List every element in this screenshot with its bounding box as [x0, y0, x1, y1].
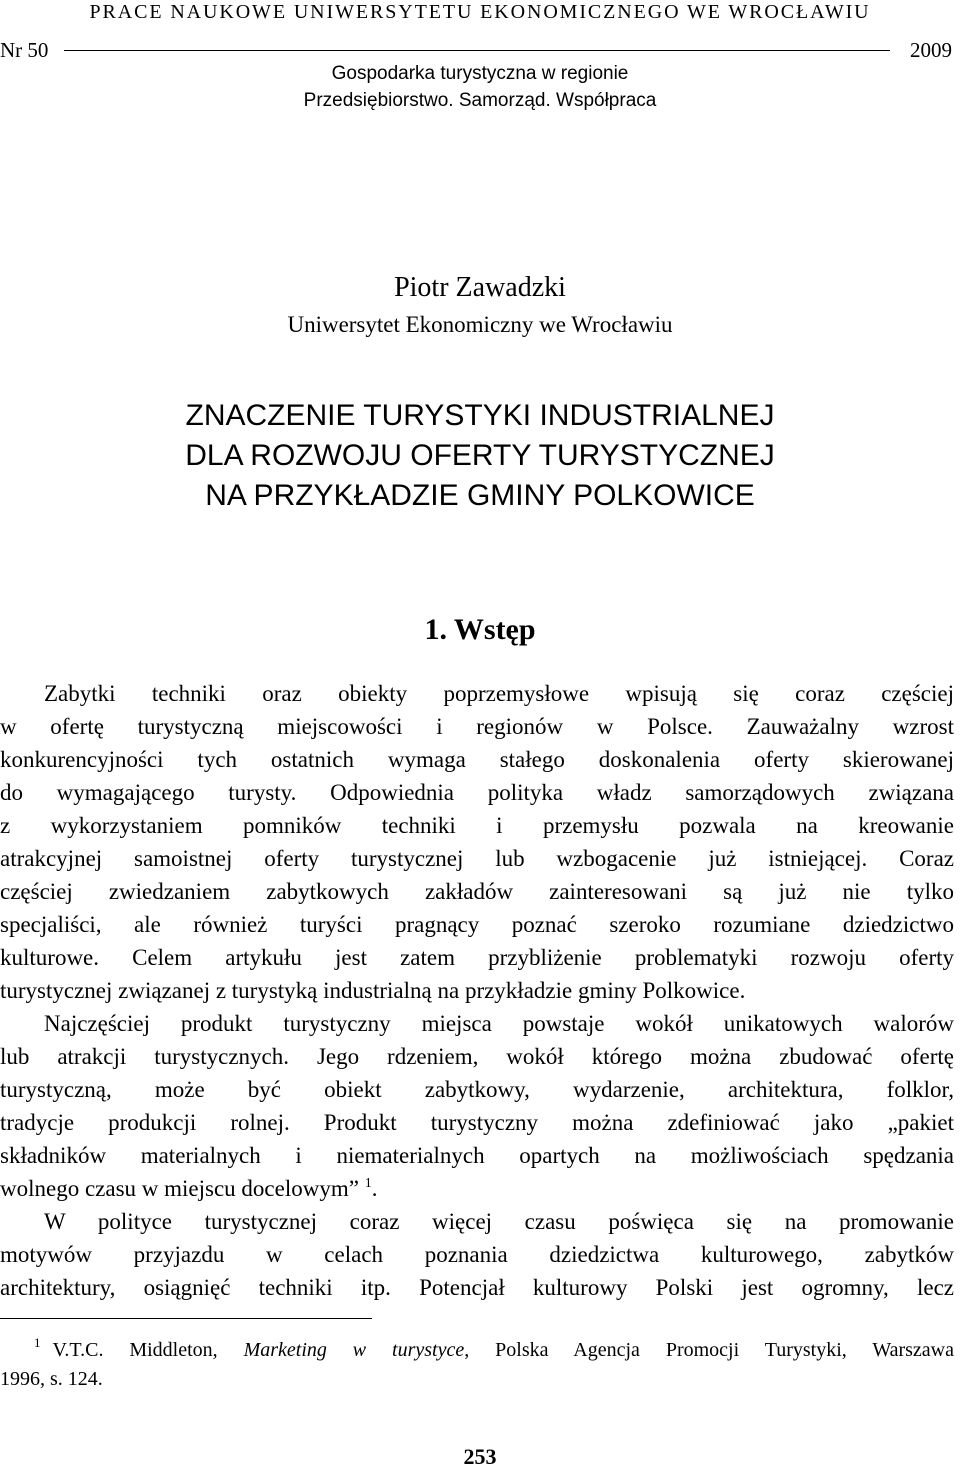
body-line: z wykorzystaniem pomników techniki i przemysłu pozwala na kreowanie	[0, 813, 954, 838]
body-line: w ofertę turystyczną miejscowości i regionów w Polsce. Zauważalny wzrost	[0, 714, 954, 739]
footnote-line	[0, 1337, 954, 1365]
article-title-line: DLA ROZWOJU OFERTY TURYSTYCZNEJ	[185, 439, 775, 472]
volume-title: Gospodarka turystyczna w regionie	[331, 63, 629, 84]
issue-year: 2009	[910, 38, 952, 62]
body-line: atrakcyjnej samoistnej oferty turystycznej lub wzbogacenie już istniejącej. Coraz	[0, 846, 954, 871]
body-line: motywów przyjazdu w celach poznania dziedzictwa kulturowego, zabytków	[0, 1242, 954, 1267]
body-line-text: wolnego czasu w miejscu docelowym”	[0, 1176, 359, 1201]
body-line: Najczęściej produkt turystyczny miejsca powstaje wokół unikatowych walorów	[44, 1011, 954, 1036]
footnote-line: 1996, s. 124.	[0, 1368, 103, 1390]
footnote-marker: 1	[34, 1335, 41, 1350]
footnote-publisher: , Polska Agencja Promocji Turystyki, Warszawa	[464, 1339, 954, 1361]
article-title-line: ZNACZENIE TURYSTYKI INDUSTRIALNEJ	[185, 399, 775, 432]
footnote-author: V.T.C. Middleton,	[52, 1339, 218, 1361]
body-line-with-footnote	[0, 1174, 954, 1208]
header-rule	[64, 50, 890, 51]
body-line: architektury, osiągnięć techniki itp. Potencjał kulturowy Polski jest ogromny, lecz	[0, 1275, 954, 1300]
body-line: lub atrakcji turystycznych. Jego rdzeniem, wokół którego można zbudować ofertę	[0, 1044, 954, 1069]
footnote-rule	[0, 1318, 372, 1319]
body-line: specjaliści, ale również turyści pragnący poznać szeroko rozumiane dziedzictwo	[0, 912, 954, 937]
body-line: kulturowe. Celem artykułu jest zatem przybliżenie problematyki rozwoju oferty	[0, 945, 954, 970]
issue-number: Nr 50	[0, 38, 49, 62]
article-title-line: NA PRZYKŁADZIE GMINY POLKOWICE	[205, 479, 755, 512]
body-line: tradycje produkcji rolnej. Produkt turystyczny można zdefiniować jako „pakiet	[0, 1110, 954, 1135]
body-line: składników materialnych i niematerialnych opartych na możliwościach spędzania	[0, 1143, 954, 1168]
footnote-reference[interactable]: 1	[364, 1176, 372, 1191]
body-line: turystycznej związanej z turystyką industrialną na przykładzie gminy Polkowice.	[0, 978, 746, 1003]
body-line: konkurencyjności tych ostatnich wymaga stałego doskonalenia oferty skierowanej	[0, 747, 954, 772]
page-number: 253	[463, 1444, 497, 1469]
footnote-book-title: Marketing w turystyce	[243, 1339, 465, 1361]
section-heading: 1. Wstęp	[424, 613, 536, 646]
body-line: turystyczną, może być obiekt zabytkowy, wydarzenie, architektura, folklor,	[0, 1077, 954, 1102]
author-affiliation: Uniwersytet Ekonomiczny we Wrocławiu	[287, 312, 673, 337]
body-line: W polityce turystycznej coraz więcej czasu poświęca się na promowanie	[44, 1209, 954, 1234]
issue-row	[0, 38, 960, 62]
author-name: Piotr Zawadzki	[394, 272, 566, 303]
sentence-end: .	[371, 1176, 378, 1201]
body-line: częściej zwiedzaniem zabytkowych zakładów zainteresowani są już nie tylko	[0, 879, 954, 904]
body-line: Zabytki techniki oraz obiekty poprzemysłowe wpisują się coraz częściej	[44, 681, 954, 706]
volume-subtitle: Przedsiębiorstwo. Samorząd. Współpraca	[303, 90, 657, 111]
body-line: do wymagającego turysty. Odpowiednia polityka władz samorządowych związana	[0, 780, 954, 805]
series-title: PRACE NAUKOWE UNIWERSYTETU EKONOMICZNEGO WE WROCŁAWIU	[89, 1, 871, 23]
